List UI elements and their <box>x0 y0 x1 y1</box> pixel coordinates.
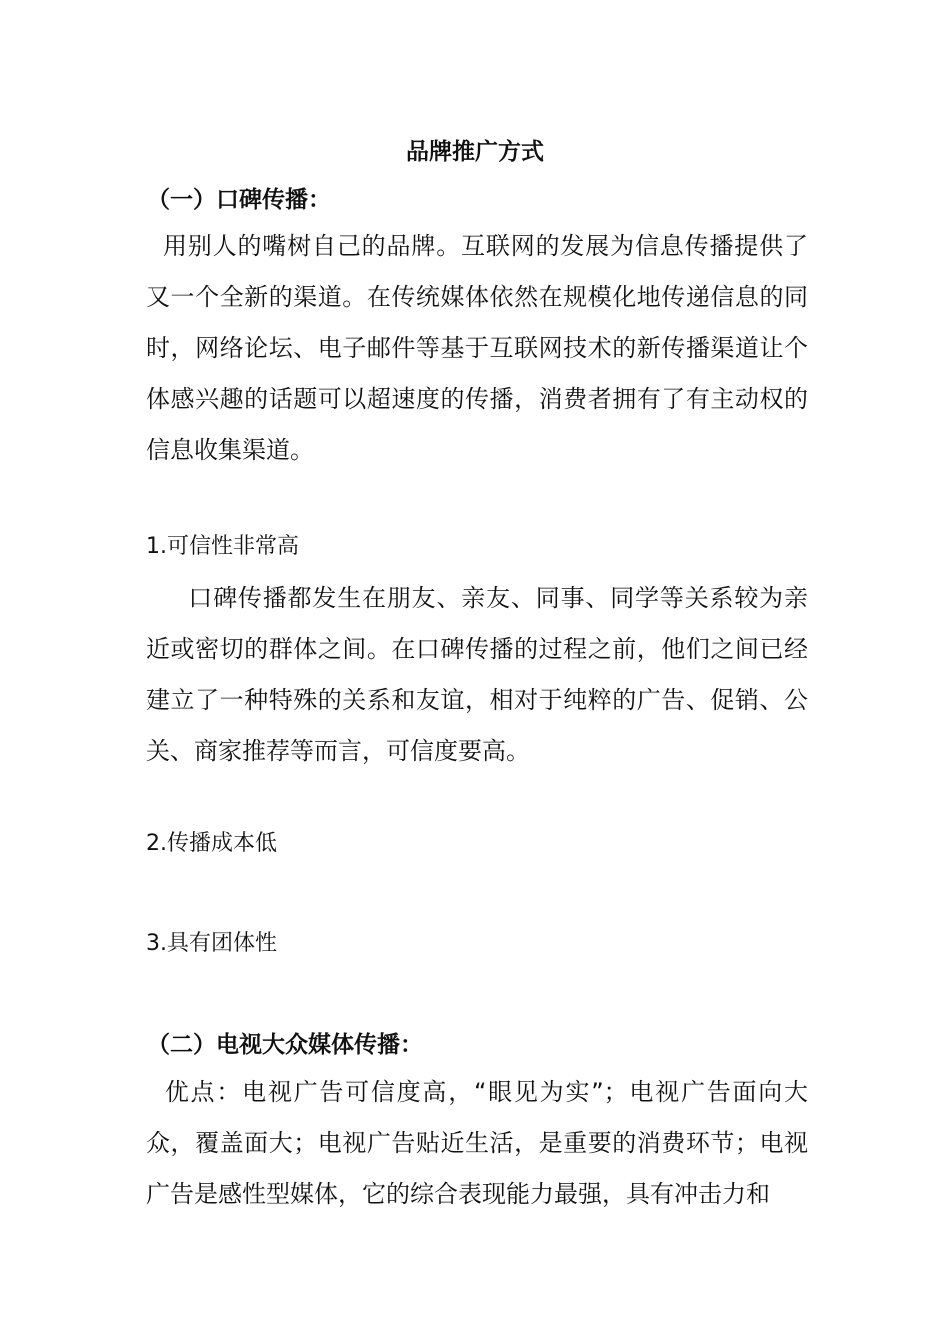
point-heading-low-cost: 2.传播成本低 <box>146 831 277 856</box>
point-heading-group: 3.具有团体性 <box>146 931 277 956</box>
point-heading-credibility: 1.可信性非常高 <box>146 534 299 559</box>
section-heading-word-of-mouth: （一）口碑传播： <box>147 187 331 213</box>
section-intro-paragraph: 用别人的嘴树自己的品牌。互联网的发展为信息传播提供了又一个全新的渠道。在传统媒体依然在规模化地传递信息的同时，网络论坛、电子邮件等基于互联网技术的新传播渠道让个体感兴趣的话题可以超速度的传播，消费者拥有了有主动权的信息收集渠道。 <box>146 232 808 464</box>
point-paragraph-credibility: 口碑传播都发生在朋友、亲友、同事、同学等关系较为亲近或密切的群体之间。在口碑传播的过程之前，他们之间已经建立了一种特殊的关系和友谊，相对于纯粹的广告、促销、公关、商家推荐等而言，可信度要高。 <box>146 584 808 765</box>
section-heading-tv-media: （二）电视大众媒体传播： <box>147 1032 423 1058</box>
section-paragraph-tv-advantages: 优点：电视广告可信度高，“眼见为实”；电视广告面向大众，覆盖面大；电视广告贴近生活，是重要的消费环节；电视广告是感性型媒体，它的综合表现能力最强，具有冲击力和 <box>146 1078 808 1208</box>
document-title: 品牌推广方式 <box>406 139 544 165</box>
